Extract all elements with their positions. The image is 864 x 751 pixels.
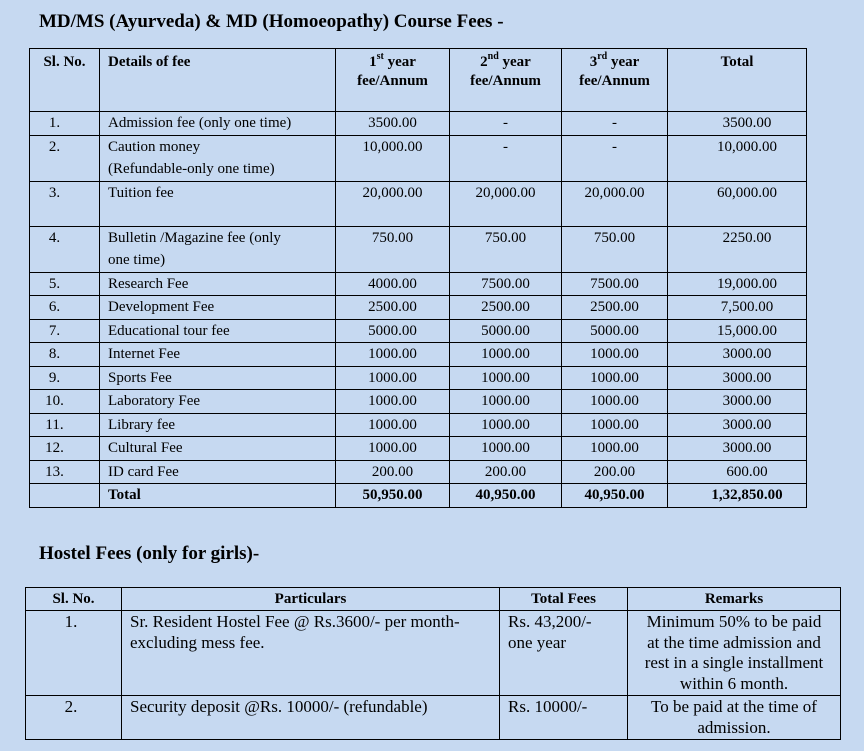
row-total: 3000.00	[668, 437, 807, 461]
year-word: year	[502, 54, 531, 70]
row-details: ID card Fee	[100, 460, 336, 484]
row-sl: 1.	[30, 112, 100, 136]
row-total: 7,500.00	[668, 296, 807, 320]
fees-line: Rs. 43,200/-	[508, 612, 592, 631]
row-details	[100, 226, 336, 272]
fees-line: one year	[508, 632, 567, 652]
row-year-1: 2500.00	[336, 296, 450, 320]
row-details: Research Fee	[100, 272, 336, 296]
course-fee-table	[29, 48, 807, 508]
row-year-3: 750.00	[562, 226, 668, 272]
header-year-2	[450, 49, 562, 112]
row-year-3: 1000.00	[562, 343, 668, 367]
row-year-2: -	[450, 135, 562, 181]
fee-row	[30, 460, 807, 484]
row-year-2: 2500.00	[450, 296, 562, 320]
row-year-1: 3500.00	[336, 112, 450, 136]
hostel-row-fees	[500, 696, 628, 740]
remarks-line: rest in a single installment	[644, 653, 824, 672]
year-3-num: 3	[589, 54, 598, 70]
fee-row	[30, 319, 807, 343]
row-total: 3000.00	[668, 413, 807, 437]
row-year-3: 1000.00	[562, 390, 668, 414]
row-year-2: 750.00	[450, 226, 562, 272]
row-total: 3000.00	[668, 343, 807, 367]
row-details-line: one time)	[108, 252, 166, 268]
fee-row	[30, 366, 807, 390]
row-sl: 9.	[30, 366, 100, 390]
hostel-row-particulars	[122, 611, 500, 696]
hostel-fees-title: Hostel Fees (only for girls)-	[39, 543, 260, 564]
row-total: 3500.00	[668, 112, 807, 136]
particulars-line: Security deposit @Rs. 10000/- (refundable)	[130, 697, 428, 716]
total-row-sl	[30, 484, 100, 508]
row-sl: 4.	[30, 226, 100, 272]
hostel-row	[26, 611, 841, 696]
fee-row	[30, 390, 807, 414]
hostel-row-sl: 1.	[26, 611, 122, 696]
row-year-3: 1000.00	[562, 413, 668, 437]
row-details: Sports Fee	[100, 366, 336, 390]
row-year-3: 7500.00	[562, 272, 668, 296]
row-details: Internet Fee	[100, 343, 336, 367]
hostel-header-fees: Total Fees	[500, 588, 628, 611]
row-year-1: 1000.00	[336, 437, 450, 461]
row-sl: 13.	[30, 460, 100, 484]
row-total: 600.00	[668, 460, 807, 484]
row-year-3: 20,000.00	[562, 181, 668, 226]
row-year-3: 1000.00	[562, 437, 668, 461]
header-details: Details of fee	[100, 49, 336, 112]
row-year-2: 200.00	[450, 460, 562, 484]
row-total: 3000.00	[668, 366, 807, 390]
row-sl: 11.	[30, 413, 100, 437]
header-year-3	[562, 49, 668, 112]
year-2-num: 2	[480, 54, 488, 70]
row-details: Tuition fee	[100, 181, 336, 226]
course-fees-title: MD/MS (Ayurveda) & MD (Homoeopathy) Course Fees -	[39, 11, 504, 32]
header-sl-no: Sl. No.	[30, 49, 100, 112]
row-details-line: Caution money	[108, 138, 201, 155]
year-word: year	[387, 54, 416, 70]
row-total: 19,000.00	[668, 272, 807, 296]
hostel-row-remarks	[628, 696, 841, 740]
row-year-1: 1000.00	[336, 366, 450, 390]
fee-row	[30, 272, 807, 296]
hostel-table-header	[26, 588, 841, 611]
row-year-3: -	[562, 112, 668, 136]
year-3-sup: rd	[597, 51, 608, 62]
row-sl: 8.	[30, 343, 100, 367]
fee-row	[30, 296, 807, 320]
row-year-2: 1000.00	[450, 366, 562, 390]
row-year-2: 20,000.00	[450, 181, 562, 226]
remarks-line: admission.	[697, 717, 771, 737]
hostel-header-remarks: Remarks	[628, 588, 841, 611]
per-annum: fee/Annum	[470, 73, 541, 89]
row-sl: 12.	[30, 437, 100, 461]
row-sl: 5.	[30, 272, 100, 296]
remarks-line: Minimum 50% to be paid	[646, 612, 822, 631]
hostel-fee-table	[25, 587, 841, 740]
hostel-row	[26, 696, 841, 740]
row-total: 15,000.00	[668, 319, 807, 343]
fee-total-row	[30, 484, 807, 508]
row-details: Admission fee (only one time)	[100, 112, 336, 136]
row-year-1: 10,000.00	[336, 135, 450, 181]
hostel-row-remarks	[628, 611, 841, 696]
row-year-1: 200.00	[336, 460, 450, 484]
year-1-sup: st	[376, 51, 384, 62]
row-details-line: Bulletin /Magazine fee (only	[108, 229, 281, 246]
row-year-2: 1000.00	[450, 343, 562, 367]
fee-row	[30, 135, 807, 181]
row-sl: 7.	[30, 319, 100, 343]
fees-line: Rs. 10000/-	[508, 697, 588, 716]
hostel-row-sl: 2.	[26, 696, 122, 740]
total-year-1: 50,950.00	[336, 484, 450, 508]
grand-total: 1,32,850.00	[668, 484, 807, 508]
per-annum: fee/Annum	[357, 73, 428, 89]
row-year-2: 5000.00	[450, 319, 562, 343]
year-word: year	[610, 54, 640, 70]
total-label: Total	[100, 484, 336, 508]
total-year-3: 40,950.00	[562, 484, 668, 508]
row-year-2: 7500.00	[450, 272, 562, 296]
row-total: 60,000.00	[668, 181, 807, 226]
row-year-1: 1000.00	[336, 343, 450, 367]
year-2-sup: nd	[487, 51, 499, 62]
header-total: Total	[668, 49, 807, 112]
row-year-2: -	[450, 112, 562, 136]
fee-row	[30, 343, 807, 367]
row-details-line: (Refundable-only one time)	[108, 161, 275, 177]
row-year-3: 2500.00	[562, 296, 668, 320]
row-sl: 2.	[30, 135, 100, 181]
row-details: Development Fee	[100, 296, 336, 320]
row-sl: 10.	[30, 390, 100, 414]
row-details: Educational tour fee	[100, 319, 336, 343]
row-total: 2250.00	[668, 226, 807, 272]
hostel-header-sl: Sl. No.	[26, 588, 122, 611]
fee-row	[30, 181, 807, 226]
row-details: Library fee	[100, 413, 336, 437]
row-year-1: 1000.00	[336, 413, 450, 437]
fee-row	[30, 413, 807, 437]
row-year-3: -	[562, 135, 668, 181]
row-year-3: 1000.00	[562, 366, 668, 390]
row-year-1: 4000.00	[336, 272, 450, 296]
row-details: Laboratory Fee	[100, 390, 336, 414]
hostel-row-particulars	[122, 696, 500, 740]
hostel-header-particulars: Particulars	[122, 588, 500, 611]
per-annum: fee/Annum	[579, 73, 650, 89]
row-year-1: 20,000.00	[336, 181, 450, 226]
fee-row	[30, 112, 807, 136]
row-sl: 3.	[30, 181, 100, 226]
row-total: 10,000.00	[668, 135, 807, 181]
row-details: Cultural Fee	[100, 437, 336, 461]
remarks-line: at the time admission and	[647, 632, 821, 652]
fee-table-header	[30, 49, 807, 112]
row-details	[100, 135, 336, 181]
remarks-line: within 6 month.	[679, 673, 789, 693]
row-year-2: 1000.00	[450, 437, 562, 461]
fee-row	[30, 437, 807, 461]
row-total: 3000.00	[668, 390, 807, 414]
row-year-1: 5000.00	[336, 319, 450, 343]
row-year-2: 1000.00	[450, 390, 562, 414]
fee-row	[30, 226, 807, 272]
total-year-2: 40,950.00	[450, 484, 562, 508]
row-year-1: 750.00	[336, 226, 450, 272]
year-1-num: 1	[369, 54, 377, 70]
row-year-1: 1000.00	[336, 390, 450, 414]
particulars-line: Sr. Resident Hostel Fee @ Rs.3600/- per month-	[130, 612, 460, 631]
particulars-line: excluding mess fee.	[130, 632, 265, 652]
remarks-line: To be paid at the time of	[651, 697, 817, 716]
row-sl: 6.	[30, 296, 100, 320]
row-year-3: 200.00	[562, 460, 668, 484]
header-year-1	[336, 49, 450, 112]
row-year-3: 5000.00	[562, 319, 668, 343]
hostel-row-fees	[500, 611, 628, 696]
row-year-2: 1000.00	[450, 413, 562, 437]
